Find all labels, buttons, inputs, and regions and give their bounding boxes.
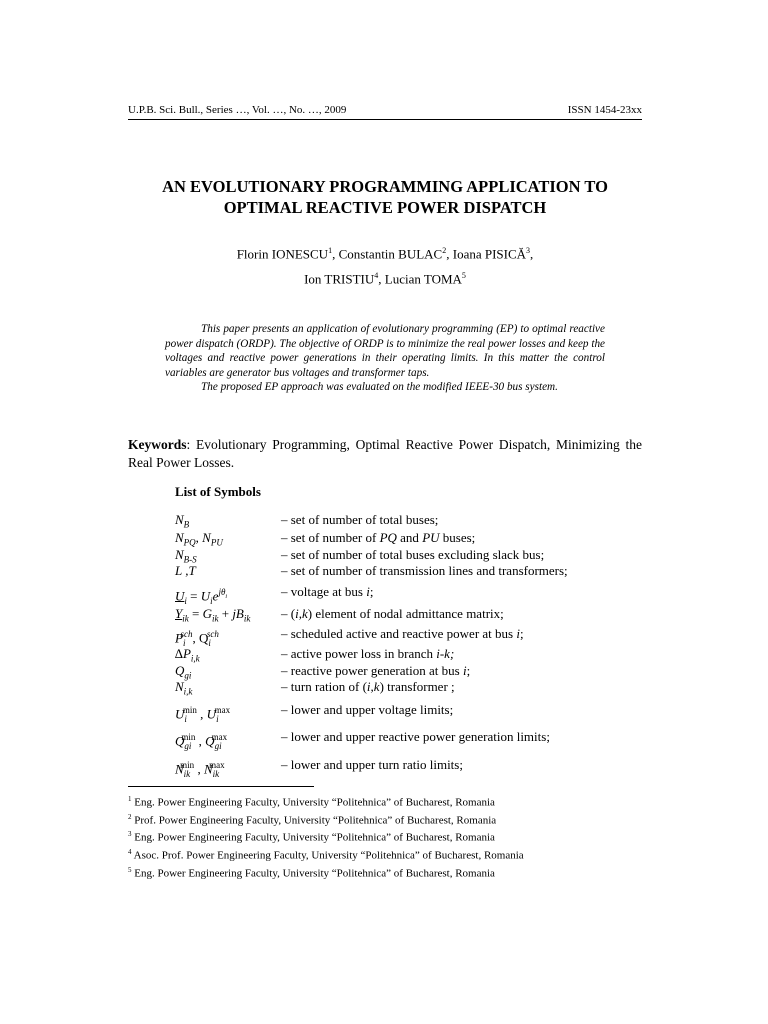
symbol-row	[175, 702, 635, 724]
author-1: Florin IONESCU	[236, 246, 329, 262]
symbol-description: – lower and upper turn ratio limits;	[281, 757, 463, 772]
footnote: $^5$ Eng. Power Engineering Faculty, University “Politehnica” of Bucharest, Romania	[128, 865, 495, 880]
desc-part: – (	[281, 606, 296, 621]
symbol-description	[281, 679, 455, 695]
desc-part: i-k;	[436, 646, 455, 661]
footnote-text: Prof. Power Engineering Faculty, University “Politehnica” of Bucharest, Romania	[134, 814, 497, 827]
author-line-1: Florin IONESCU$^1$, Constantin BULAC$^2$, Ioana PISICĂ$^3$,	[236, 246, 534, 262]
abstract-paragraph-1: This paper presents an application of evolutionary programming (EP) to optimal reactive power dispatch (ORDP). The objective of ORDP is to minimize the real power losses and keep the voltages and reactive power generations in their operating limits. In this matter the control variables are generator bus voltages and transformer taps.	[165, 323, 605, 379]
symbol-description	[281, 626, 524, 642]
symbol-qgi: $Q_{gi}$	[175, 663, 192, 681]
desc-part: ) element of nodal admittance matrix;	[307, 606, 504, 621]
desc-part: – reactive power generation at bus	[281, 663, 463, 678]
symbol-description: – set of number of total buses excluding slack bus;	[281, 547, 545, 562]
symbol-row	[175, 606, 635, 624]
desc-part: ;	[519, 626, 524, 641]
desc-part: i	[462, 663, 467, 678]
symbol-row	[175, 626, 635, 648]
symbol-row	[175, 584, 635, 606]
title-line-1: AN EVOLUTIONARY PROGRAMMING APPLICATION TO	[162, 177, 608, 196]
symbol-description: – lower and upper reactive power generation limits;	[281, 729, 550, 744]
footnote-text: Eng. Power Engineering Faculty, University “Politehnica” of Bucharest, Romania	[134, 796, 495, 809]
symbol-voltage-phasor: $U_i = U_ie^{j\theta_i}$	[175, 587, 228, 606]
author-4-mark: 4	[374, 271, 379, 281]
symbol-description: – lower and upper voltage limits;	[281, 702, 454, 717]
abstract-paragraph-2: The proposed EP approach was evaluated on the modified IEEE-30 bus system.	[201, 381, 558, 394]
footnote-text: Asoc. Prof. Power Engineering Faculty, University “Politehnica” of Bucharest, Romania	[133, 849, 524, 862]
desc-part: – scheduled active and reactive power at bus	[281, 626, 517, 641]
symbol-nb: $N_B$	[175, 512, 190, 530]
author-2: Constantin BULAC	[338, 246, 443, 262]
author-4: Ion TRISTIU	[304, 271, 375, 287]
keywords	[128, 436, 642, 472]
symbol-description	[281, 584, 373, 600]
symbol-row	[175, 530, 635, 548]
desc-part: – active power loss in branch	[281, 646, 437, 661]
desc-part: i	[516, 626, 520, 641]
symbol-row	[175, 646, 635, 664]
symbol-l-t: L ,T	[175, 563, 196, 578]
footnote: $^2$ Prof. Power Engineering Faculty, University “Politehnica” of Bucharest, Romania	[128, 812, 497, 827]
symbols-heading: List of Symbols	[175, 484, 261, 499]
author-1-mark: 1	[328, 246, 333, 255]
symbol-turn-limits: $N_{ik}^{min}$ , $N_{ik}^{max}$	[175, 760, 225, 779]
footnote: $^1$ Eng. Power Engineering Faculty, University “Politehnica” of Bucharest, Romania	[128, 795, 495, 809]
paper-title	[128, 176, 642, 218]
author-5: Lucian TOMA	[384, 271, 462, 287]
desc-part: – turn ration of (	[281, 679, 367, 694]
desc-part: i,k	[295, 606, 308, 621]
symbol-q-limits: $Q_{gi}^{min}$ , $Q_{gi}^{max}$	[175, 732, 228, 751]
desc-part: ;	[369, 584, 374, 599]
desc-part: – set of number of	[281, 530, 380, 545]
author-3: Ioana PISICĂ	[452, 246, 527, 262]
symbol-description: – set of number of transmission lines and transformers;	[281, 563, 568, 578]
journal-citation: U.P.B. Sci. Bull., Series …, Vol. …, No. …, 2009	[128, 104, 347, 116]
author-list	[128, 240, 642, 291]
symbol-voltage-limits: $U_i^{min}$ , $U_i^{max}$	[175, 705, 231, 724]
desc-part: i	[366, 584, 370, 599]
footnotes	[128, 792, 648, 880]
author-5-mark: 5	[461, 271, 466, 281]
keywords-text: : Evolutionary Programming, Optimal Reactive Power Dispatch, Minimizing the Real Power Losses.	[128, 437, 642, 470]
symbol-nbs: $N_{B-S}$	[175, 547, 197, 565]
footnote-text: Eng. Power Engineering Faculty, University “Politehnica” of Bucharest, Romania	[134, 831, 495, 844]
symbol-power-loss: $\Delta P_{i,k}$	[175, 646, 200, 664]
desc-part: buses;	[439, 530, 476, 545]
symbol-description	[281, 663, 470, 679]
symbol-npq-npu: $N_{PQ}$, $N_{PU}$	[175, 530, 223, 548]
symbol-description: – set of number of total buses;	[281, 512, 439, 527]
symbol-row	[175, 512, 635, 530]
symbol-description	[281, 530, 475, 546]
desc-part: PU	[422, 530, 440, 545]
desc-part: ) transformer ;	[379, 679, 455, 694]
desc-part: PQ	[379, 530, 397, 545]
desc-part: i,k	[366, 679, 380, 694]
symbol-row	[175, 729, 635, 751]
footnote-rule	[128, 786, 314, 787]
author-2-mark: 2	[442, 246, 447, 255]
symbol-description	[281, 646, 454, 662]
footnote: $^4$ Asoc. Prof. Power Engineering Faculty, University “Politehnica” of Bucharest, Romania	[128, 847, 524, 862]
issn-label: ISSN 1454-23xx	[567, 104, 642, 116]
desc-part: – voltage at bus	[281, 584, 367, 599]
footnote-text: Eng. Power Engineering Faculty, University “Politehnica” of Bucharest, Romania	[134, 867, 495, 880]
desc-part: and	[396, 530, 423, 545]
symbol-row	[175, 679, 635, 697]
abstract	[165, 322, 605, 395]
footnote: $^3$ Eng. Power Engineering Faculty, University “Politehnica” of Bucharest, Romania	[128, 830, 495, 844]
author-3-mark: 3	[526, 246, 531, 255]
symbol-row	[175, 757, 635, 779]
keywords-label: Keywords	[128, 437, 187, 452]
title-line-2: OPTIMAL REACTIVE POWER DISPATCH	[223, 198, 547, 217]
symbol-scheduled-power: $P_i^{sch}$, $Q_i^{sch}$	[175, 629, 219, 648]
header-rule	[128, 119, 642, 120]
symbol-description	[281, 606, 504, 622]
desc-part: ;	[466, 663, 471, 678]
symbol-admittance: $Y_{ik} = G_{ik} + jB_{ik}$	[175, 606, 251, 624]
author-line-2: Ion TRISTIU$^4$, Lucian TOMA$^5$	[304, 271, 466, 287]
symbol-turn-ratio: $N_{i,k}$	[175, 679, 193, 697]
symbol-row	[175, 563, 635, 581]
